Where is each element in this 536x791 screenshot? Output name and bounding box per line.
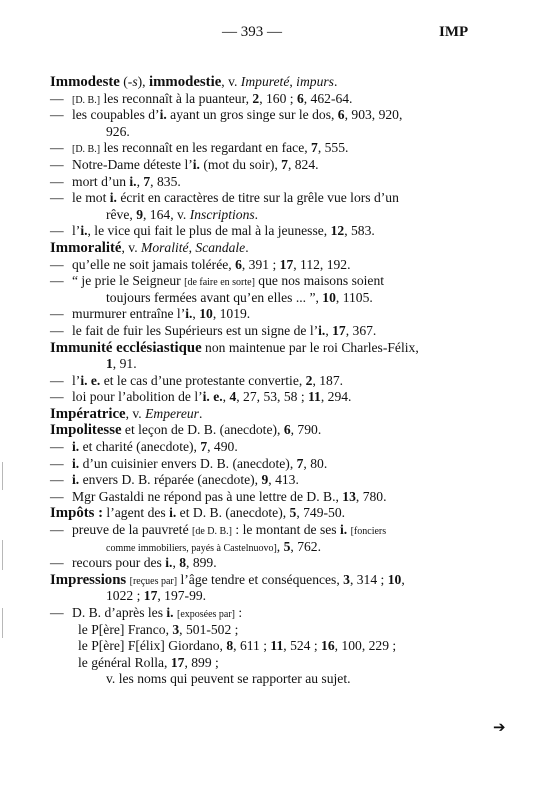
index-line: — Notre-Dame déteste l’i. (mot du soir), 7, 824. — [50, 156, 319, 172]
index-line: — D. B. d’après les i. [exposées par] : — [50, 605, 243, 620]
index-line: comme immobiliers, payés à Castelnuovo], 5, 762. — [106, 538, 321, 554]
index-line: Impératrice, v. Empereur. — [50, 405, 203, 422]
index-line: — le mot i. écrit en caractères de titre sur la grêle vue lors d’un — [50, 190, 399, 206]
index-line: — [D. B.] les reconnaît en les regardant en face, 7, 555. — [50, 140, 349, 156]
index-line: — qu’elle ne soit jamais tolérée, 6, 391 ; 17, 112, 192. — [50, 256, 351, 272]
index-line: 1, 91. — [106, 356, 137, 372]
index-line: Immunité ecclésiastique non maintenue par le roi Charles-Félix, — [50, 339, 419, 356]
margin-line — [2, 462, 3, 490]
index-line: Impôts : l’agent des i. et D. B. (anecdote), 5, 749-50. — [50, 505, 346, 522]
index-line: le P[ère] Franco, 3, 501-502 ; — [78, 621, 239, 637]
index-line: Immodeste (-s), immodestie, v. Impureté, impurs. — [50, 74, 338, 90]
continue-arrow-icon: ➔ — [493, 718, 506, 736]
index-entries — [50, 74, 490, 688]
index-line: — le fait de fuir les Supérieurs est un signe de l’i., 17, 367. — [50, 322, 377, 338]
running-head: IMP — [439, 24, 469, 40]
index-line: — l’i. e. et le cas d’une protestante convertie, 2, 187. — [50, 372, 344, 388]
margin-line — [2, 608, 3, 638]
index-line: — les coupables d’i. ayant un gros singe sur le dos, 6, 903, 920, — [50, 107, 403, 123]
index-line: v. les noms qui peuvent se rapporter au sujet. — [106, 671, 351, 687]
index-line: le général Rolla, 17, 899 ; — [78, 654, 219, 670]
index-line: — i. envers D. B. réparée (anecdote), 9, 413. — [50, 472, 299, 488]
index-line: — [D. B.] les reconnaît à la puanteur, 2, 160 ; 6, 462-64. — [50, 90, 353, 106]
index-line: — mort d’un i., 7, 835. — [50, 173, 181, 189]
index-line: — “ je prie le Seigneur [de faire en sorte] que nos maisons soient — [50, 273, 385, 289]
index-line: — i. d’un cuisinier envers D. B. (anecdote), 7, 80. — [50, 455, 328, 471]
index-line: — l’i., le vice qui fait le plus de mal à la jeunesse, 12, 583. — [50, 223, 375, 239]
index-line: — murmurer entraîne l’i., 10, 1019. — [50, 306, 251, 322]
index-line: 926. — [106, 123, 130, 139]
index-line: le P[ère] F[élix] Giordano, 8, 611 ; 11, 524 ; 16, 100, 229 ; — [78, 638, 397, 654]
page-number: — 393 — — [222, 24, 282, 40]
margin-line — [2, 540, 3, 570]
index-line: — loi pour l’abolition de l’i. e., 4, 27, 53, 58 ; 11, 294. — [50, 389, 352, 405]
index-line: rêve, 9, 164, v. Inscriptions. — [106, 206, 259, 222]
index-line: Impolitesse et leçon de D. B. (anecdote), 6, 790. — [50, 422, 322, 439]
index-line: — i. et charité (anecdote), 7, 490. — [50, 439, 238, 455]
index-line: — Mgr Gastaldi ne répond pas à une lettre de D. B., 13, 780. — [50, 488, 387, 504]
index-line: Immoralité, v. Moralité, Scandale. — [50, 239, 249, 256]
index-line: toujours fermées avant qu’en elles ... ”, 10, 1105. — [106, 289, 373, 305]
index-line: — preuve de la pauvreté [de D. B.] : le montant de ses i. [fonciers — [50, 522, 387, 538]
index-line: — recours pour des i., 8, 899. — [50, 555, 217, 571]
index-line: 1022 ; 17, 197-99. — [106, 588, 207, 604]
index-line: Impressions [reçues par] l’âge tendre et conséquences, 3, 314 ; 10, — [50, 571, 405, 588]
page-header — [0, 24, 536, 44]
